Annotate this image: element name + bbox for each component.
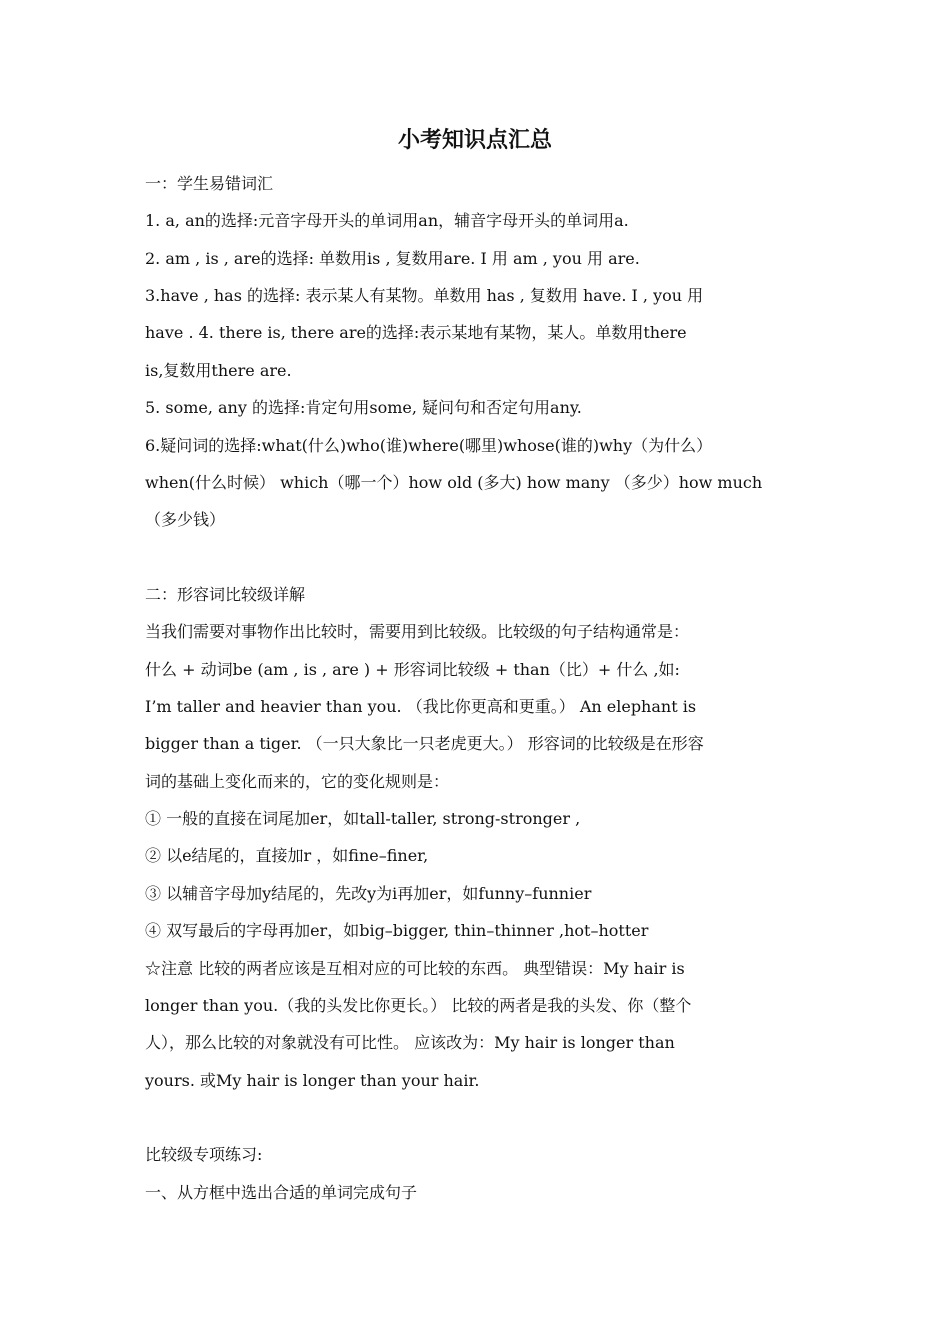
text-line: when(什么时候） which（哪一个）how old (多大) how many （多少）how much	[145, 473, 763, 492]
exercise-instruction: 一、从方框中选出合适的单词完成句子	[145, 1183, 418, 1202]
page-title: 小考知识点汇总	[397, 127, 552, 153]
text-line: 当我们需要对事物作出比较时，需要用到比较级。比较级的句子结构通常是：	[145, 622, 690, 641]
text-line: 人），那么比较的对象就没有可比性。 应该改为：My hair is longer than	[145, 1033, 675, 1052]
text-line: I’m taller and heavier than you. （我比你更高和更重。） An elephant is	[145, 697, 697, 716]
note-line: ☆注意 比较的两者应该是互相对应的可比较的东西。 典型错误：My hair is	[145, 959, 685, 978]
text-line: yours. 或My hair is longer than your hair.	[145, 1071, 480, 1090]
rule-item-3: ③ 以辅音字母加y结尾的，先改y为i再加er，如funny–funnier	[145, 884, 592, 903]
text-line: is,复数用there are.	[145, 361, 292, 380]
rule-item-4: ④ 双写最后的字母再加er，如big–bigger, thin–thinner ,hot–hotter	[145, 921, 649, 940]
rule-item-1: ① 一般的直接在词尾加er，如tall-taller, strong-stronger ,	[145, 809, 581, 828]
text-line: 1. a, an的选择:元音字母开头的单词用an，辅音字母开头的单词用a.	[145, 211, 629, 230]
text-line: 词的基础上变化而来的，它的变化规则是：	[145, 772, 450, 791]
text-line: longer than you.（我的头发比你更长。） 比较的两者是我的头发、你（整个	[145, 996, 692, 1015]
section-heading-comparatives: 二：形容词比较级详解	[145, 585, 306, 604]
section-heading-vocabulary: 一：学生易错词汇	[145, 174, 274, 193]
section-heading-exercise: 比较级专项练习:	[145, 1145, 263, 1164]
rule-item-2: ② 以e结尾的，直接加r ，如fine–finer,	[145, 846, 429, 865]
text-line: （多少钱）	[145, 510, 226, 529]
text-line: 什么 + 动词be (am , is , are ) + 形容词比较级 + than（比）+ 什么 ,如:	[145, 660, 680, 679]
text-line: bigger than a tiger. （一只大象比一只老虎更大。） 形容词的比较级是在形容	[145, 734, 704, 753]
text-line: 2. am , is , are的选择: 单数用is , 复数用are. I 用 am , you 用 are.	[145, 249, 640, 268]
text-line: 3.have , has 的选择: 表示某人有某物。单数用 has , 复数用 have. I , you 用	[145, 286, 704, 305]
text-line: have . 4. there is, there are的选择:表示某地有某物，某人。单数用there	[145, 323, 687, 342]
text-line: 6.疑问词的选择:what(什么)who(谁)where(哪里)whose(谁的)why（为什么）	[145, 436, 713, 455]
text-line: 5. some, any 的选择:肯定句用some, 疑问句和否定句用any.	[145, 398, 582, 417]
